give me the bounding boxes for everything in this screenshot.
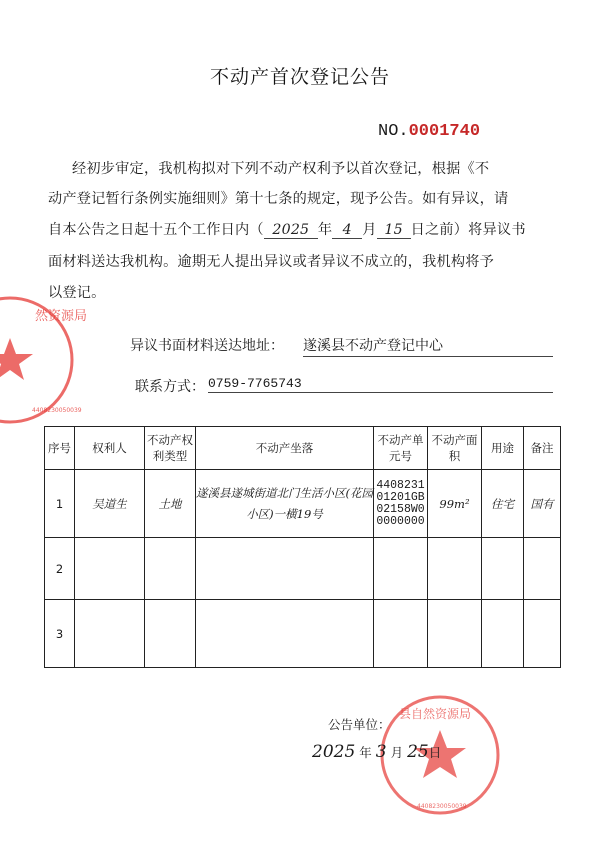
contact-phone: 0759-7765743: [208, 376, 553, 393]
body-line-3: [48, 219, 558, 239]
row-unit-no: [374, 600, 428, 668]
header-note: 备注: [524, 427, 561, 470]
header-index: 序号: [45, 427, 75, 470]
serial-number: [378, 122, 480, 141]
row-right-type: [145, 538, 196, 600]
row-location: [196, 600, 374, 668]
serial-prefix: NO.: [378, 122, 409, 141]
deadline-year-suffix: 年: [317, 222, 333, 238]
property-table: [44, 426, 561, 668]
row-unit-no: 440823101201GB02158W00000000: [374, 470, 428, 538]
right-seal-text: 县自然资源局: [399, 707, 472, 721]
row-unit-no: [374, 538, 428, 600]
header-location: 不动产坐落: [196, 427, 374, 470]
row-use: 住宅: [482, 470, 524, 538]
row-index: 2: [45, 538, 75, 600]
body-line-3-start: 自本公告之日起十五个工作日内（: [48, 222, 264, 238]
body-line-3-end: 日之前）将异议书: [410, 222, 526, 238]
page-title: 不动产首次登记公告: [209, 66, 390, 88]
deadline-day: 15: [377, 222, 411, 239]
row-index: 1: [45, 470, 75, 538]
issuer-label: 公告单位：: [328, 717, 391, 732]
row-note: 国有: [524, 470, 561, 538]
left-official-seal: [0, 290, 88, 430]
issue-year: 2025: [312, 742, 356, 762]
body-line-2: 动产登记暂行条例实施细则》第十七条的规定，现予公告。如有异议，请: [48, 191, 509, 207]
deadline-month: 4: [332, 222, 362, 239]
row-note: [524, 600, 561, 668]
table-row: [45, 470, 561, 538]
issue-day-suffix: 日: [428, 745, 442, 760]
issue-year-suffix: 年: [359, 745, 372, 760]
row-note: [524, 538, 561, 600]
left-seal-code: 4408230050039: [32, 407, 82, 414]
table-header-row: [45, 427, 561, 470]
row-area: 99m²: [428, 470, 482, 538]
right-seal-code: 4408230050039: [417, 803, 467, 810]
row-owner: [75, 538, 145, 600]
issue-month: 3: [375, 742, 387, 762]
row-location: [196, 538, 374, 600]
row-location: 遂溪县遂城街道北门生活小区(花园小区)一横19号: [196, 470, 374, 538]
body-line-5: 以登记。: [48, 285, 106, 301]
row-use: [482, 538, 524, 600]
deadline-month-suffix: 月: [362, 222, 377, 238]
header-unit-no: 不动产单元号: [374, 427, 428, 470]
table-row: [45, 538, 561, 600]
header-area: 不动产面积: [428, 427, 482, 470]
objection-address-value: 遂溪县不动产登记中心: [303, 335, 553, 357]
row-right-type: [145, 600, 196, 668]
row-owner: 吴道生: [75, 470, 145, 538]
body-line-4: 面材料送达我机构。逾期无人提出异议或者异议不成立的，我机构将予: [48, 254, 495, 270]
contact-label: 联系方式：: [135, 379, 205, 395]
row-area: [428, 538, 482, 600]
header-owner: 权利人: [75, 427, 145, 470]
row-area: [428, 600, 482, 668]
header-right-type: 不动产权利类型: [145, 427, 196, 470]
deadline-year: 2025: [264, 222, 318, 239]
row-index: 3: [45, 600, 75, 668]
issue-month-suffix: 月: [390, 745, 404, 760]
objection-address-label: 异议书面材料送达地址：: [130, 338, 284, 354]
row-use: [482, 600, 524, 668]
row-right-type: 土地: [145, 470, 196, 538]
row-owner: [75, 600, 145, 668]
issue-day: 25: [407, 742, 429, 762]
header-use: 用途: [482, 427, 524, 470]
serial-value: 0001740: [408, 122, 481, 141]
body-line-1: 经初步审定，我机构拟对下列不动产权利予以首次登记，根据《不: [72, 161, 490, 177]
table-row: [45, 600, 561, 668]
left-seal-text: 然资源局: [35, 309, 88, 324]
issue-date: [312, 742, 441, 762]
